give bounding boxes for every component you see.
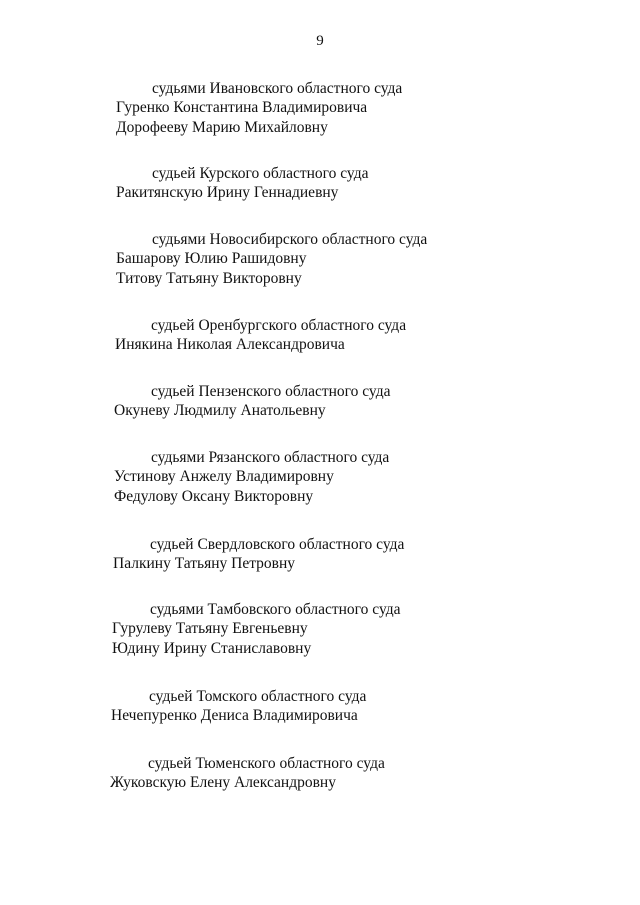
judge-name: Гуренко Константина Владимировича: [116, 99, 368, 116]
court-heading: судьями Ивановского областного суда: [152, 80, 403, 97]
appointment-block-ryazan: [0, 448, 640, 506]
appointment-block-tyumen: [0, 754, 640, 793]
judge-name: Юдину Ирину Станиславовну: [112, 639, 312, 657]
judge-name: Жуковскую Елену Александровну: [110, 774, 336, 791]
judge-name: Титову Татьяну Викторовну: [116, 269, 302, 287]
appointment-block-novosibirsk: [0, 230, 640, 288]
appointment-block-orenburg: [0, 316, 640, 355]
judge-name: Гурулеву Татьяну Евгеньевну: [112, 620, 308, 637]
appointment-block-sverdlovsk: [0, 535, 640, 574]
court-heading: судьями Новосибирского областного суда: [152, 231, 428, 248]
judge-name: Дорофееву Марию Михайловну: [116, 118, 328, 136]
appointment-block-kursk: [0, 164, 640, 203]
court-heading: судьями Тамбовского областного суда: [150, 601, 401, 618]
judge-name: Инякина Николая Александровича: [115, 336, 345, 353]
judge-name: Федулову Оксану Викторовну: [114, 487, 314, 505]
court-heading: судьей Свердловского областного суда: [150, 536, 405, 553]
judge-name: Устинову Анжелу Владимировну: [114, 468, 334, 485]
appointment-block-tambov: [0, 600, 640, 658]
judge-name: Нечепуренко Дениса Владимировича: [111, 707, 358, 724]
appointment-block-ivanovo: [0, 79, 640, 137]
court-heading: судьей Томского областного суда: [149, 688, 367, 705]
judge-name: Ракитянскую Ирину Геннадиевну: [116, 184, 339, 201]
page-number: 9: [316, 33, 324, 49]
appointment-block-penza: [0, 382, 640, 421]
appointment-block-tomsk: [0, 687, 640, 726]
judge-name: Палкину Татьяну Петровну: [113, 555, 296, 572]
court-heading: судьей Курского областного суда: [152, 165, 369, 182]
court-heading: судьей Пензенского областного суда: [151, 383, 391, 400]
judge-name: Окуневу Людмилу Анатольевну: [114, 402, 326, 419]
court-heading: судьей Оренбургского областного суда: [151, 317, 407, 334]
court-heading: судьей Тюменского областного суда: [148, 755, 385, 772]
court-heading: судьями Рязанского областного суда: [151, 449, 390, 466]
judge-name: Башарову Юлию Рашидовну: [116, 250, 307, 267]
